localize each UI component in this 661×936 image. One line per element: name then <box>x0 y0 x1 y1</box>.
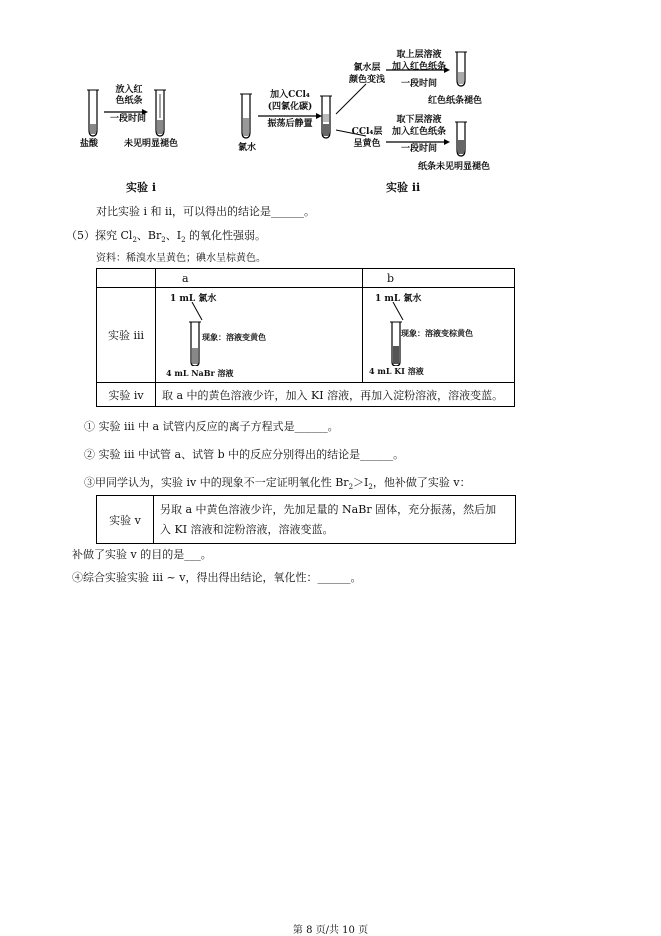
lower-layer-2: 呈黄色 <box>353 139 381 149</box>
test-tube-chlorine-water <box>240 94 252 138</box>
exp-v-line-2: 入 KI 溶液和淀粉溶液，溶液变蓝。 <box>160 522 334 536</box>
arrow-i-text-1: 放入红 <box>115 85 143 95</box>
exp-v-label: 实验 v <box>97 496 154 544</box>
purpose-question: 补做了实验 v 的目的是___。 <box>72 548 212 561</box>
top-result: 红色纸条褪色 <box>428 96 483 106</box>
info-line: 资料：稀溴水呈黄色；碘水呈棕黄色。 <box>96 253 266 264</box>
top-step-2: 加入红色纸条 <box>391 62 446 72</box>
experiment-table <box>96 268 515 407</box>
arrow-i-text-3: 一段时间 <box>109 114 146 124</box>
upper-layer-2: 颜色变浅 <box>348 75 385 85</box>
question-2: ② 实验 iii 中试管 a、试管 b 中的反应分别得出的结论是______。 <box>84 448 405 461</box>
question-3: ③甲同学认为，实验 iv 中的现象不一定证明氧化性 $Br_2>I_2$，他补做了实验 v： <box>84 476 471 492</box>
top-step-1: 取上层溶液 <box>396 50 442 60</box>
test-tube-top-result <box>455 52 467 86</box>
test-tube-result-i <box>154 90 166 136</box>
q5-heading: （5）探究 $Cl_2$、$Br_2$、$I_2$ 的氧化性强弱。 <box>66 229 267 245</box>
bottom-step-1: 取下层溶液 <box>396 115 442 125</box>
arrow-i-text-2: 色纸条 <box>115 96 143 106</box>
b-reagent: 1 mL 氯水 <box>375 294 422 304</box>
col-b-header: b <box>363 269 515 288</box>
row-iv-label: 实验 iv <box>97 383 156 407</box>
col-a-header: a <box>156 269 363 288</box>
add-ccl4-1: 加入CCl₄ <box>270 90 310 100</box>
result-i: 未见明显褪色 <box>124 139 179 149</box>
question-1: ① 实验 iii 中 a 试管内反应的离子方程式是______。 <box>84 420 339 433</box>
cell-iii-a <box>156 288 363 383</box>
tube-label-hcl: 盐酸 <box>80 139 99 149</box>
caption-i: 实验 i <box>126 181 157 194</box>
page-footer: 第 8 页/共 10 页 <box>292 925 369 936</box>
bottom-step-3: 一段时间 <box>400 144 437 154</box>
b-solution: 4 mL KI 溶液 <box>369 366 424 376</box>
bottom-step-2: 加入红色纸条 <box>391 127 446 137</box>
add-ccl4-2: (四氯化碳) <box>267 102 313 112</box>
tube-label-chlorine-water: 氯水 <box>238 143 257 153</box>
top-step-3: 一段时间 <box>400 79 437 89</box>
test-tube-bottom-result <box>455 122 467 156</box>
lower-layer-1: CCl₄层 <box>351 127 383 137</box>
test-tube-layered <box>320 96 332 138</box>
exp-v-line-1: 另取 a 中黄色溶液少许，先加足量的 NaBr 固体，充分振荡，然后加 <box>160 502 497 516</box>
add-ccl4-3: 振荡后静置 <box>267 119 313 129</box>
row-iii-label: 实验 iii <box>97 288 156 383</box>
compare-question: 对比实验 i 和 ii，可以得出的结论是______。 <box>96 205 316 218</box>
a-reagent: 1 mL 氯水 <box>170 294 217 304</box>
exp-v-content <box>154 496 516 544</box>
row-iv-text: 取 a 中的黄色溶液少许，加入 KI 溶液，再加入淀粉溶液，溶液变蓝。 <box>156 383 515 407</box>
test-tube-hcl <box>87 90 99 136</box>
caption-ii: 实验 ii <box>386 181 421 194</box>
a-solution: 4 mL NaBr 溶液 <box>166 368 234 378</box>
bottom-result: 纸条未见明显褪色 <box>418 162 491 172</box>
upper-layer-1: 氯水层 <box>353 63 381 73</box>
b-phenomenon: 现象：溶液变棕黄色 <box>401 328 473 338</box>
a-phenomenon: 现象：溶液变黄色 <box>202 332 266 342</box>
cell-iii-b <box>363 288 515 383</box>
experiment-v-table <box>96 495 516 544</box>
question-4: ④综合实验实验 iii ~ v，得出得出结论，氧化性：______。 <box>72 571 362 584</box>
